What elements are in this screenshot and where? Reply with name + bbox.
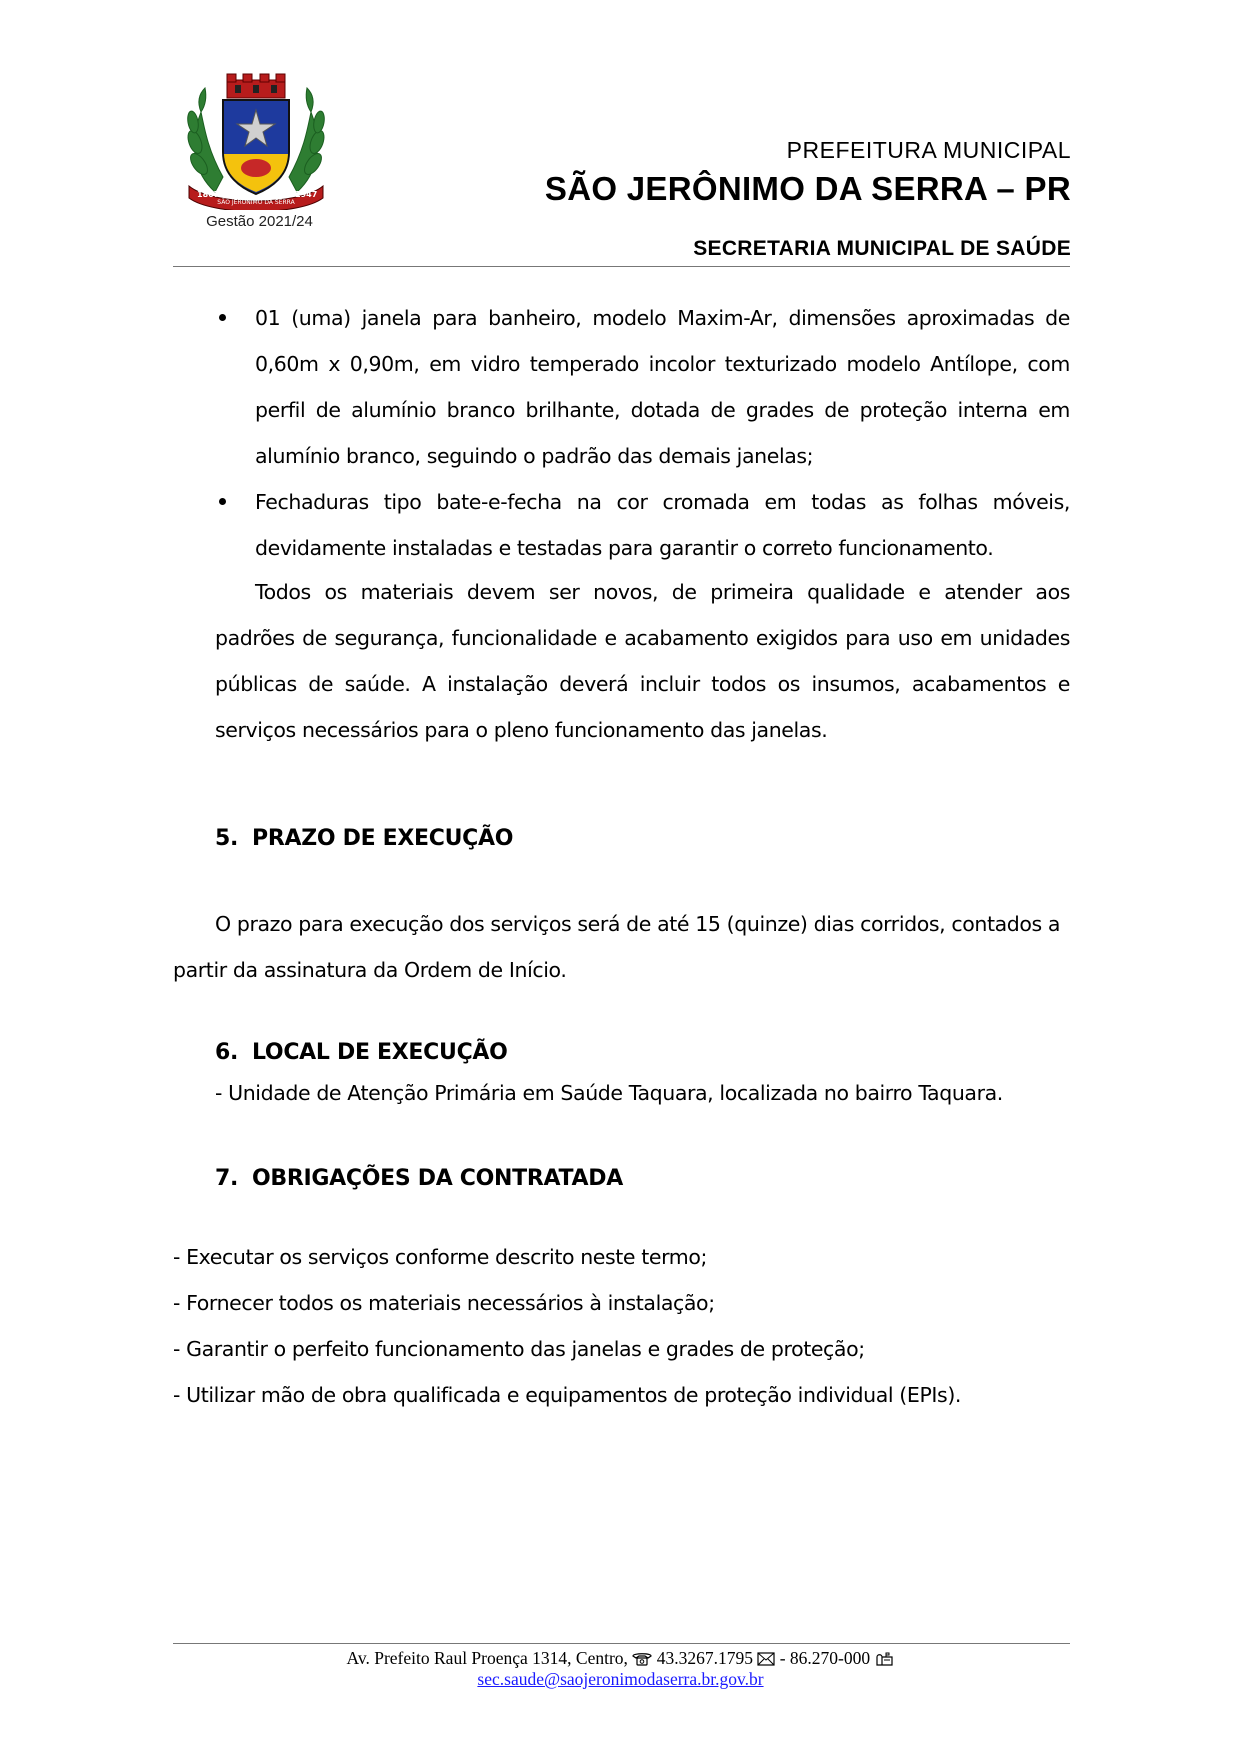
section-number: 6. [215, 1040, 239, 1065]
header-divider [173, 266, 1070, 267]
footer-divider [173, 1643, 1070, 1644]
bullet-icon [219, 314, 226, 321]
phone-icon [632, 1650, 652, 1671]
section-title: OBRIGAÇÕES DA CONTRATADA [252, 1166, 623, 1191]
section-6-heading [215, 1040, 508, 1065]
section-5-heading [215, 826, 513, 851]
list-item: - Garantir o perfeito funcionamento das janelas e grades de proteção; [173, 1337, 865, 1361]
footer-phone: 43.3267.1795 [656, 1648, 753, 1668]
section-number: 5. [215, 826, 239, 851]
section-title: LOCAL DE EXECUÇÃO [252, 1040, 508, 1065]
crest-year-right: 1947 [295, 190, 318, 199]
window-specs-list [215, 295, 1070, 571]
section-7-heading [215, 1166, 623, 1191]
mailbox-icon [874, 1650, 894, 1671]
obligations-list [173, 1234, 1070, 1418]
list-item: - Executar os serviços conforme descrito neste termo; [173, 1245, 708, 1269]
envelope-icon [757, 1650, 775, 1671]
footer-email-line [0, 1669, 1241, 1690]
municipality-name: SÃO JERÔNIMO DA SERRA – PR [544, 170, 1071, 207]
footer-address: Av. Prefeito Raul Proença 1314, Centro, [346, 1648, 628, 1668]
footer-email-link[interactable]: sec.saude@saojeronimodaserra.br.gov.br [477, 1669, 764, 1689]
section-title: PRAZO DE EXECUÇÃO [252, 826, 514, 851]
crest-year-left: 1867 [197, 190, 220, 199]
list-item-text: Fechaduras tipo bate-e-fecha na cor cromada em todas as folhas móveis, devidamente instaladas e testadas para garantir o correto funcionamento. [255, 490, 1070, 560]
section-number: 7. [215, 1166, 239, 1191]
materials-paragraph: Todos os materiais devem ser novos, de primeira qualidade e atender aos padrões de segurança, funcionalidade e acabamento exigidos para uso em unidades públicas de saúde. A instalação deverá incluir todos os insumos, acabamentos e serviços necessários para o pleno funcionamento das janelas. [215, 580, 1070, 742]
department-name: SECRETARIA MUNICIPAL DE SAÚDE [693, 237, 1071, 260]
bullet-icon [219, 498, 226, 505]
list-item [215, 479, 1070, 571]
list-item: - Fornecer todos os materiais necessários à instalação; [173, 1291, 715, 1315]
section-5-text: O prazo para execução dos serviços será de até 15 (quinze) dias corridos, contados a partir da assinatura da Ordem de Início. [173, 912, 1061, 982]
list-item [215, 295, 1070, 479]
list-item-text: 01 (uma) janela para banheiro, modelo Maxim-Ar, dimensões aproximadas de 0,60m x 0,90m, em vidro temperado incolor texturizado modelo Antílope, com perfil de alumínio branco brilhante, dotada de grades de proteção interna em alumínio branco, seguindo o padrão das demais janelas; [255, 306, 1070, 468]
municipal-coat-of-arms-icon [183, 72, 329, 210]
administration-term: Gestão 2021/24 [206, 213, 313, 230]
section-6-text: - Unidade de Atenção Primária em Saúde Taquara, localizada no bairro Taquara. [215, 1081, 1003, 1105]
list-item: - Utilizar mão de obra qualificada e equipamentos de proteção individual (EPIs). [173, 1383, 962, 1407]
crest-ribbon-text: SÃO JERÔNIMO DA SERRA [217, 199, 295, 206]
footer-address-line [0, 1648, 1241, 1671]
prefeitura-title: PREFEITURA MUNICIPAL [786, 137, 1071, 163]
footer-zip: - 86.270-000 [779, 1648, 871, 1668]
